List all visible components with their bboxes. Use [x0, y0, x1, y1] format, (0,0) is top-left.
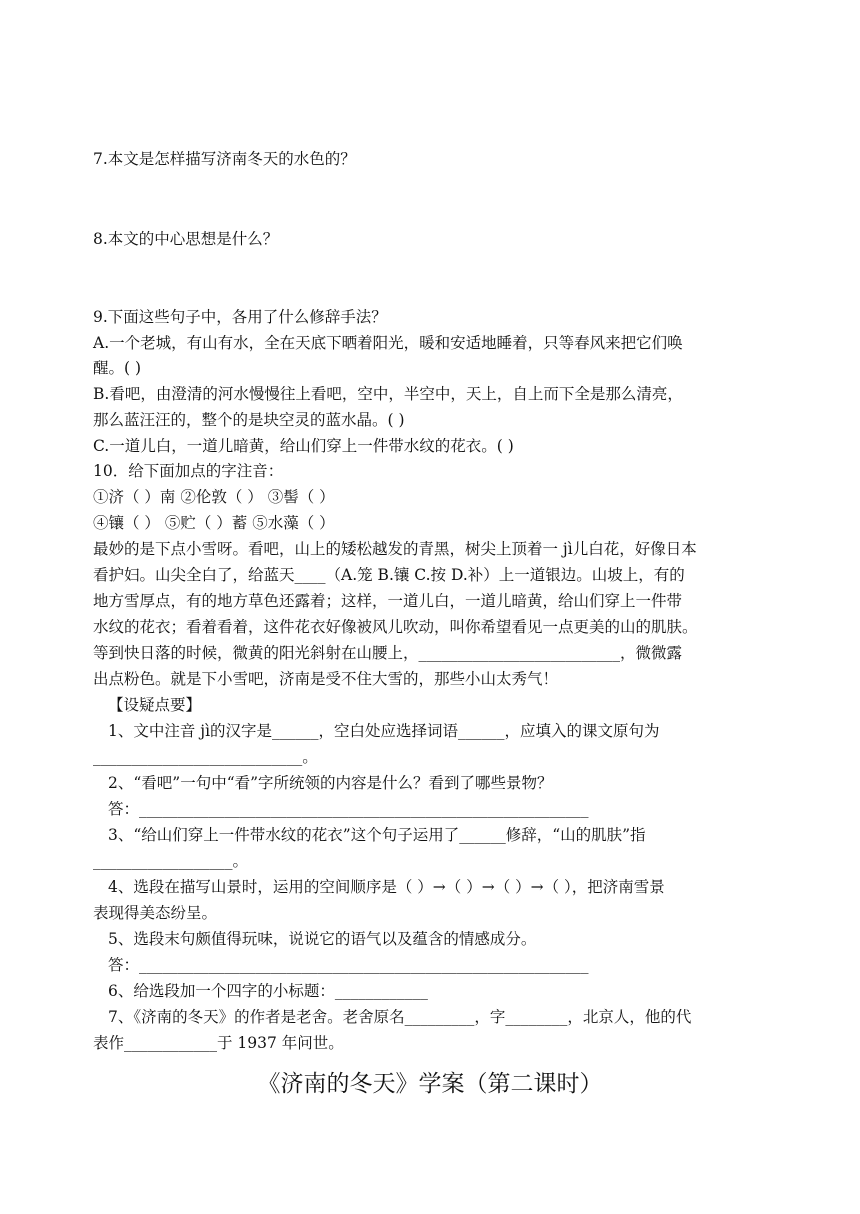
text-line: 表现得美态纷呈。: [93, 904, 218, 922]
text-line: 4、选段在描写山景时，运用的空间顺序是（ ）→（ ）→（ ）→（ ），把济南雪景: [108, 878, 665, 896]
text-line: 那么蓝汪汪的，整个的是块空灵的蓝水晶。( ): [93, 411, 405, 429]
section-title: 《济南的冬天》学案（第二课时）: [257, 1071, 603, 1097]
text-line: 答：__________________________________________________________: [108, 800, 589, 818]
text-line: B.看吧，由澄清的河水慢慢往上看吧，空中，半空中，天上，自上而下全是那么清亮，: [93, 385, 683, 403]
text-line: 等到快日落的时候，微黄的阳光斜射在山腰上，__________________________，微微露: [93, 644, 683, 662]
text-line: ④镶（ ） ⑤贮（ ）蓄 ⑤水藻（ ）: [93, 514, 335, 532]
text-line: 9.下面这些句子中，各用了什么修辞手法？: [93, 308, 387, 326]
text-line: 醒。( ): [93, 359, 142, 377]
text-line: 10．给下面加点的字注音：: [93, 462, 284, 480]
text-line: 7.本文是怎样描写济南冬天的水色的？: [93, 150, 356, 168]
text-line: 表作____________于 1937 年问世。: [93, 1034, 344, 1052]
text-line: 8.本文的中心思想是什么？: [93, 230, 279, 248]
text-line: 5、选段末句颇值得玩味，说说它的语气以及蕴含的情感成分。: [108, 930, 537, 948]
text-line: A.一个老城，有山有水，全在天底下晒着阳光，暖和安适地睡着，只等春风来把它们唤: [93, 334, 683, 352]
text-line: 地方雪厚点，有的地方草色还露着；这样，一道儿白，一道儿暗黄，给山们穿上一件带: [93, 592, 683, 610]
text-line: 答：__________________________________________________________: [108, 956, 589, 974]
text-line: 3、“给山们穿上一件带水纹的花衣”这个句子运用了______修辞，“山的肌肤”指: [108, 826, 646, 844]
text-line: 出点粉色。就是下小雪吧，济南是受不住大雪的，那些小山太秀气！: [93, 670, 559, 688]
text-line: 2、“看吧”一句中“看”字所统领的内容是什么？看到了哪些景物？: [108, 774, 553, 792]
text-line: 6、给选段加一个四字的小标题：____________: [108, 982, 428, 1000]
text-line: __________________。: [93, 852, 249, 870]
text-line: C.一道儿白，一道儿暗黄，给山们穿上一件带水纹的花衣。( ): [93, 437, 514, 455]
text-line: 7、《济南的冬天》的作者是老舍。老舍原名_________，字________，北京人，他的代: [108, 1008, 692, 1026]
text-line: 看护妇。山尖全白了，给蓝天____（A.笼 B.镶 C.按 D.补）上一道银边。山坡上，有的: [93, 566, 685, 584]
text-line: 【设疑点要】: [108, 696, 202, 714]
text-line: ①济（ ）南 ②伦敦（ ） ③髻（ ）: [93, 488, 335, 506]
text-line: 水纹的花衣；看着看着，这件花衣好像被风儿吹动，叫你希望看见一点更美的山的肌肤。: [93, 618, 698, 636]
text-line: 1、文中注音 jì的汉字是______，空白处应选择词语______，应填入的课文原句为: [108, 722, 660, 740]
text-line: 最妙的是下点小雪呀。看吧，山上的矮松越发的青黑，树尖上顶着一 jì儿白花，好像日本: [93, 540, 697, 558]
text-line: ___________________________。: [93, 748, 318, 766]
